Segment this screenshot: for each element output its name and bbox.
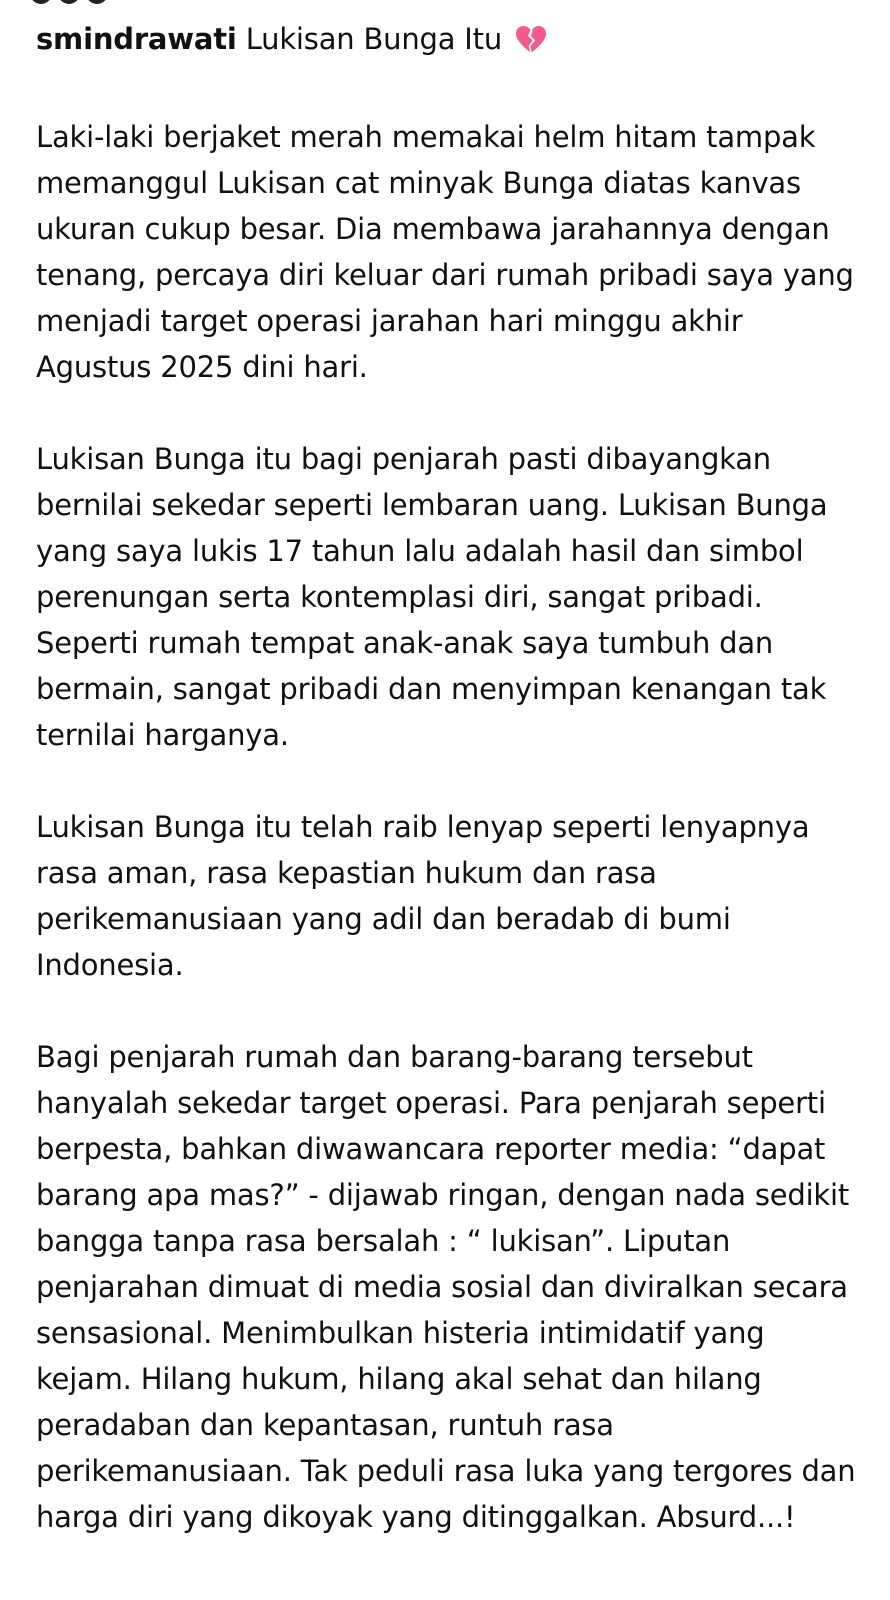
cropped-icon bbox=[86, 0, 108, 4]
broken-heart-icon bbox=[515, 22, 547, 68]
caption-paragraph: Bagi penjarah rumah dan barang-barang tersebut hanyalah sekedar target operasi. Para penjarah seperti berpesta, bahkan diwawancara reporter media: “dapat barang apa mas?” - dijawab ringan, dengan nada sedikit bangga tanpa rasa bersalah : “ lukisan”. Liputan penjarahan dimuat di media sosial dan diviralkan secara sensasional. Menimbulkan histeria intimidatif yang kejam. Hilang hukum, hilang akal sehat dan hilang peradaban dan kepantasan, runtuh rasa perikemanusiaan. Tak peduli rasa luka yang tergores dan harga diri yang dikoyak yang ditinggalkan. Absurd...! bbox=[36, 1040, 856, 1534]
post-caption bbox=[36, 16, 866, 1540]
cropped-icons-row bbox=[30, 0, 108, 4]
caption-paragraph: Laki-laki berjaket merah memakai helm hitam tampak memanggul Lukisan cat minyak Bunga diatas kanvas ukuran cukup besar. Dia membawa jarahannya dengan tenang, percaya diri keluar dari rumah pribadi saya yang menjadi target operasi jarahan hari minggu akhir Agustus 2025 dini hari. bbox=[36, 120, 854, 384]
cropped-icon bbox=[30, 0, 52, 4]
username-link[interactable]: smindrawati bbox=[36, 22, 237, 56]
caption-paragraph: Lukisan Bunga itu telah raib lenyap seperti lenyapnya rasa aman, rasa kepastian hukum dan rasa perikemanusiaan yang adil dan beradab di bumi Indonesia. bbox=[36, 810, 810, 982]
caption-header bbox=[36, 16, 866, 68]
cropped-icon bbox=[58, 0, 80, 4]
post-title: Lukisan Bunga Itu bbox=[245, 22, 503, 56]
caption-paragraph: Lukisan Bunga itu bagi penjarah pasti dibayangkan bernilai sekedar seperti lembaran uang. Lukisan Bunga yang saya lukis 17 tahun lalu adalah hasil dan simbol perenungan serta kontemplasi diri, sangat pribadi. Seperti rumah tempat anak-anak saya tumbuh dan bermain, sangat pribadi dan menyimpan kenangan tak ternilai harganya. bbox=[36, 442, 828, 752]
